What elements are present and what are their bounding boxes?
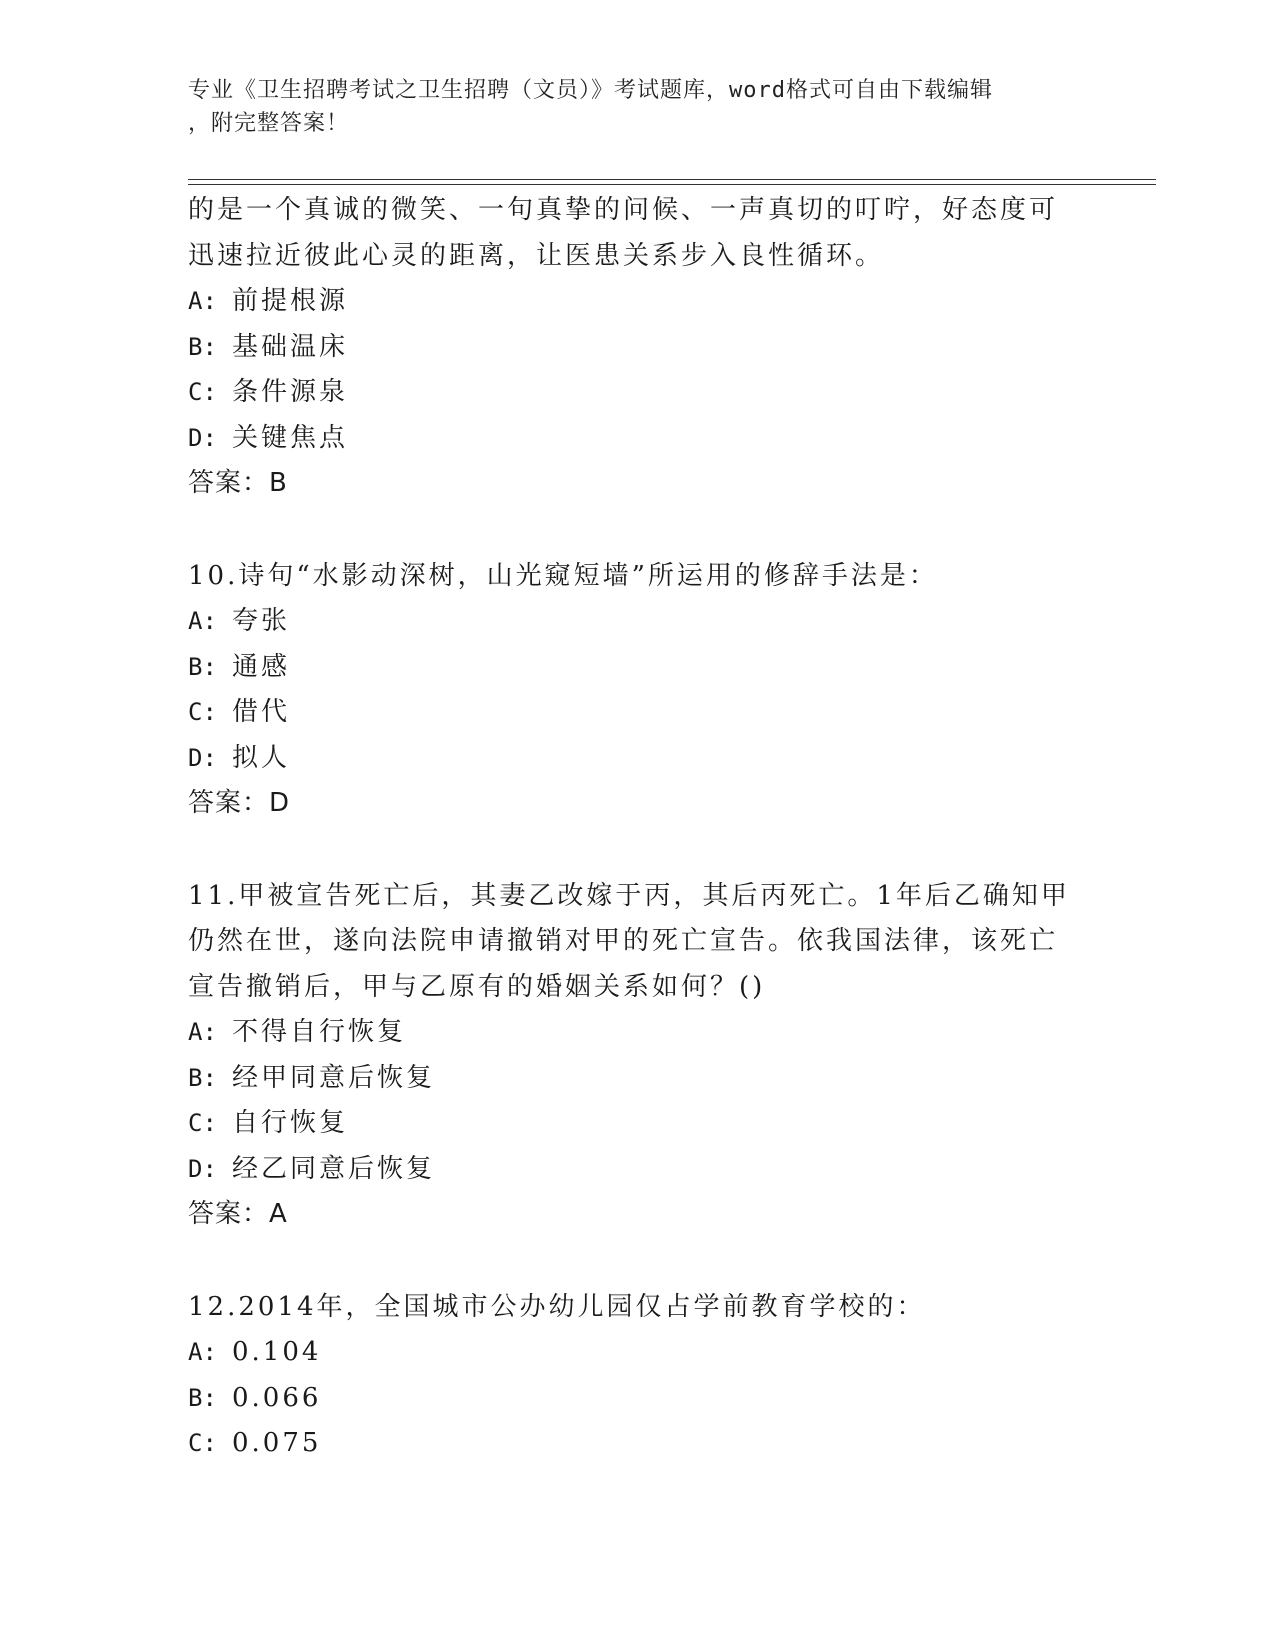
option-c [188,1101,1088,1147]
option-a [188,279,1088,325]
spacer [188,1238,1088,1285]
option-text: 自行恢复 [232,1108,349,1138]
option-b [188,325,1088,371]
header-line-1: 专业《卫生招聘考试之卫生招聘（文员）》考试题库，word格式可自由下载编辑 [188,78,993,103]
option-text: 不得自行恢复 [232,1017,407,1047]
option-text: 基础温床 [232,331,349,362]
question-text-line: 10.诗句“水影动深树，山光窥短墙”所运用的修辞手法是： [188,560,938,591]
document-header [188,74,1068,140]
question-text-line: 11.甲被宣告死亡后，其妻乙改嫁于丙，其后丙死亡。1年后乙确知甲 [188,880,1070,911]
question-list [188,188,1088,1467]
option-key: B: [188,652,217,681]
answer-line: 答案：B [188,468,288,498]
option-text: 通感 [232,651,291,682]
question-text-line: 的是一个真诚的微笑、一句真挚的问候、一声真切的叮咛，好态度可 [188,195,1059,225]
answer-line: 答案：A [188,1199,288,1229]
answer-line: 答案：D [188,788,291,818]
header-divider-top [188,179,1156,180]
option-b [188,1056,1088,1102]
option-key: C: [188,1109,217,1137]
option-d [188,416,1088,462]
option-key: C: [188,378,217,406]
question-text-line: 迅速拉近彼此心灵的距离，让医患关系步入良性循环。 [188,240,885,271]
option-text: 0.104 [232,1337,322,1367]
option-key: B: [188,1063,217,1092]
question-12 [188,1285,1088,1467]
option-c [188,690,1088,736]
question-text-line: 宣告撤销后，甲与乙原有的婚姻关系如何？() [188,971,766,1002]
option-text: 借代 [232,697,291,727]
option-text: 前提根源 [232,286,349,316]
option-c [188,370,1088,416]
option-key: A: [188,1338,217,1366]
question-11 [188,874,1088,1238]
option-key: D: [188,743,217,772]
question-10 [188,554,1088,827]
option-key: B: [188,332,217,361]
option-text: 经甲同意后恢复 [232,1062,436,1093]
option-b [188,645,1088,691]
option-key: A: [188,287,217,315]
option-a [188,1330,1088,1376]
spacer [188,827,1088,874]
option-key: A: [188,1018,217,1046]
option-text: 0.066 [232,1382,322,1413]
option-a [188,599,1088,645]
option-text: 经乙同意后恢复 [232,1153,436,1184]
question-text-line: 仍然在世，遂向法院申请撤销对甲的死亡宣告。依我国法律，该死亡 [188,926,1059,956]
option-text: 夸张 [232,606,291,636]
option-key: D: [188,423,217,452]
option-b [188,1376,1088,1422]
header-line-2: ，附完整答案！ [188,111,350,136]
option-d [188,736,1088,782]
option-key: C: [188,1429,217,1457]
option-key: A: [188,607,217,635]
option-text: 0.075 [232,1428,322,1458]
option-a [188,1010,1088,1056]
option-text: 条件源泉 [232,377,349,407]
header-divider-bottom [188,184,1156,185]
question-text-line: 12.2014年，全国城市公办幼儿园仅占学前教育学校的： [188,1291,926,1322]
question-9 [188,188,1088,507]
option-d [188,1147,1088,1193]
option-key: D: [188,1154,217,1183]
option-key: C: [188,698,217,726]
option-key: B: [188,1383,217,1412]
option-text: 拟人 [232,742,291,773]
spacer [188,507,1088,554]
option-text: 关键焦点 [232,422,349,453]
option-c [188,1421,1088,1467]
